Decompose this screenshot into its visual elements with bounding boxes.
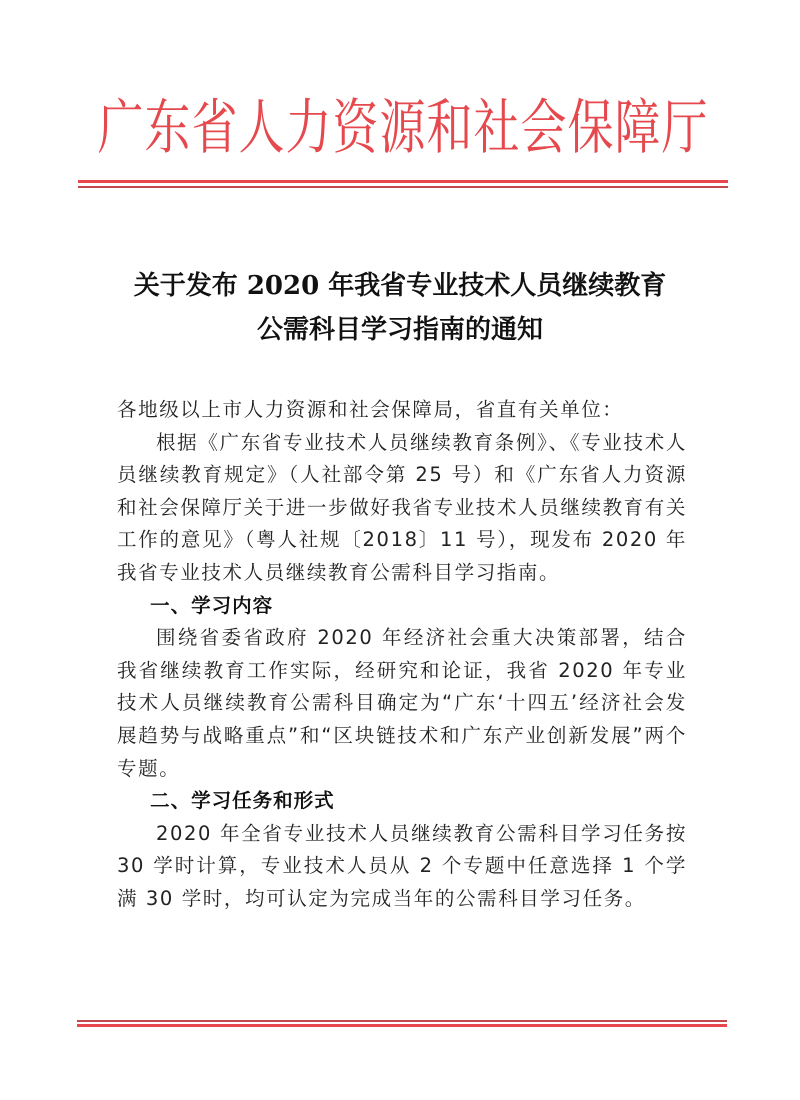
salutation: 各地级以上市人力资源和社会保障局，省直有关单位： — [117, 398, 624, 421]
document-title-line-1: 关于发布 2020 年我省专业技术人员继续教育 — [133, 271, 667, 301]
footer-rule-thick — [77, 1024, 727, 1027]
footer-rule-thin — [77, 1020, 727, 1022]
section-paragraph-1: 围绕省委省政府 2020 年经济社会重大决策部署，结合我省继续教育工作实际，经研究和论证，我省 2020 年专业技术人员继续教育公需科目确定为“广东‘十四五’经济社会发展趋势与战略重点”和“区块链技术和广东产业创新发展”两个专题。 — [117, 626, 687, 780]
intro-paragraph: 根据《广东省专业技术人员继续教育条例》、《专业技术人员继续教育规定》（人社部令第 25 号）和《广东省人力资源和社会保障厅关于进一步做好我省专业技术人员继续教育有关工作的意见》（粤人社规〔2018〕11 号），现发布 2020 年我省专业技术人员继续教育公需科目学习指南。 — [117, 430, 687, 584]
letterhead-rule-thin — [78, 186, 728, 188]
letterhead — [78, 91, 728, 180]
document-title-line-2: 公需科目学习指南的通知 — [256, 315, 543, 345]
letterhead-title: 广东省人力资源和社会保障厅 — [97, 91, 709, 163]
document-body — [117, 394, 687, 916]
section-paragraph-2: 2020 年全省专业技术人员继续教育公需科目学习任务按 30 学时计算，专业技术人员从 2 个专题中任意选择 1 个学满 30 学时，均可认定为完成当年的公需科目学习任务。 — [117, 821, 687, 910]
letterhead-rule-thick — [78, 180, 728, 183]
document-title — [100, 264, 700, 352]
section-heading-2: 二、学习任务和形式 — [150, 789, 335, 813]
section-heading-1: 一、学习内容 — [150, 593, 274, 617]
